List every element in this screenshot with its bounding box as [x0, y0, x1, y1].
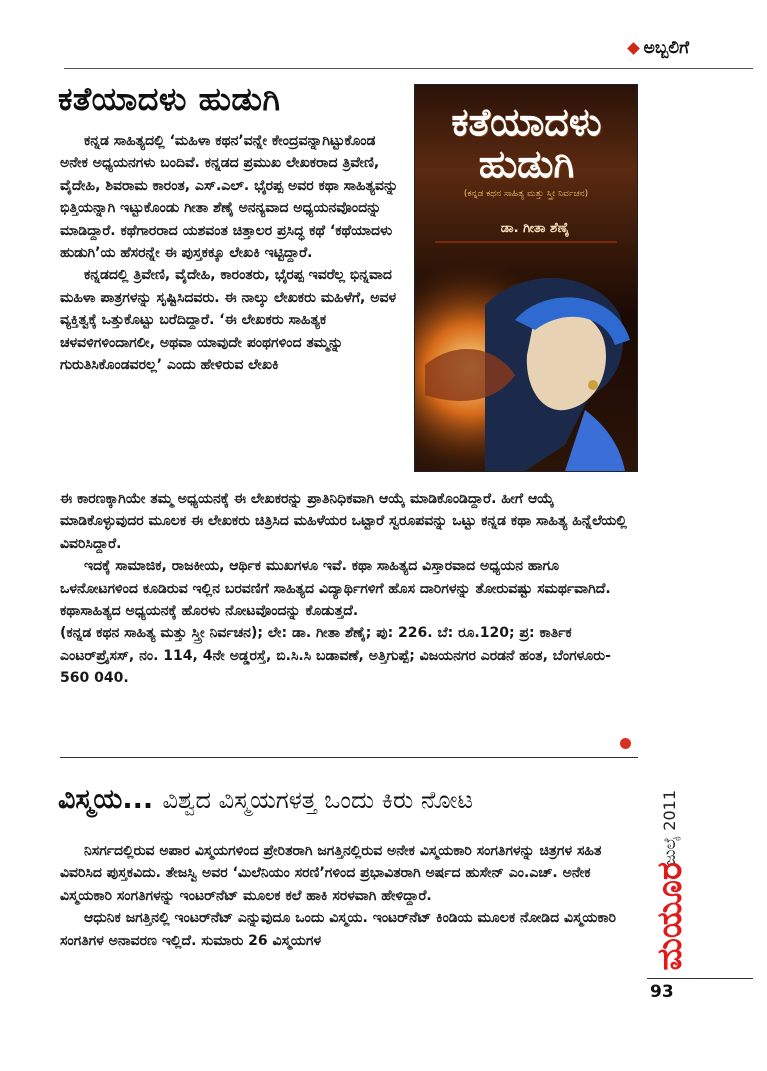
book-info: (ಕನ್ನಡ ಕಥನ ಸಾಹಿತ್ಯ ಮತ್ತು ಸ್ತ್ರೀ ನಿರ್ವಚನ); ಲೇ: ಡಾ. ಗೀತಾ ಶೆಣೈ; ಪು: 226. ಬೆ: ರೂ.120; ಪ್ರ: ಕಾರ್ತಿಕ ಎಂಟರ್‌ಪ್ರೈಸಸ್, ನಂ. 114, 4ನೇ ಅಡ್ಡರಸ್ತೆ, ಬಿ.ಸಿ.ಸಿ ಬಡಾವಣೆ, ಅತ್ತಿಗುಪ್ಪೆ; ವಿಜಯನಗರ ಎರಡನೆ ಹಂತ, ಬೆಂಗಳೂರು- 560 040. [60, 625, 611, 687]
article2-subtitle: ವಿಶ್ವದ ವಿಸ್ಮಯಗಳತ್ತ ಒಂದು ಕಿರು ನೋಟ [162, 786, 474, 814]
cover-subtitle: (ಕನ್ನಡ ಕಥನ ಸಾಹಿತ್ಯ ಮತ್ತು ಸ್ತ್ರೀ ನಿರ್ವಚನ) [463, 189, 589, 199]
article2-title [58, 784, 473, 816]
footer-divider [647, 978, 753, 979]
paragraph: ಕನ್ನಡದಲ್ಲಿ ತ್ರಿವೇಣಿ, ವೈದೇಹಿ, ಕಾರಂತರು, ಭೈರಪ್ಪ ಇವರೆಲ್ಲ ಭಿನ್ನವಾದ ಮಹಿಳಾ ಪಾತ್ರಗಳನ್ನು ಸೃಷ್ಟಿಸಿದವರು. ಈ ನಾಲ್ಕು ಲೇಖಕರು ಮಹಿಳೆಗೆ, ಅವಳ ವ್ಯಕ್ತಿತ್ವಕ್ಕೆ ಒತ್ತುಕೊಟ್ಟು ಬರೆದಿದ್ದಾರೆ. ‘ಈ ಲೇಖಕರು ಸಾಹಿತ್ಯಕ ಚಳವಳಿಗಳಿಂದಾಗಲೀ, ಅಥವಾ ಯಾವುದೇ ಪಂಥಗಳಿಂದ ತಮ್ಮನ್ನು ಗುರುತಿಸಿಕೊಂಡವರಲ್ಲ’ ಎಂದು ಹೇಳಿರುವ ಲೇಖಕಿ [60, 267, 397, 374]
paragraph: ಆಧುನಿಕ ಜಗತ್ತಿನಲ್ಲಿ ಇಂಟರ್‌ನೆಟ್ ಎನ್ನುವುದೂ ಒಂದು ವಿಸ್ಮಯ. ಇಂಟರ್‌ನೆಟ್ ಕಿಂಡಿಯ ಮೂಲಕ ನೋಡಿದ ವಿಸ್ಮಯಕಾರಿ ಸಂಗತಿಗಳ ಅನಾವರಣ ಇಲ್ಲಿದೆ. ಸುಮಾರು 26 ವಿಸ್ಮಯಗಳ [60, 910, 617, 949]
paragraph: ಕನ್ನಡ ಸಾಹಿತ್ಯದಲ್ಲಿ ‘ಮಹಿಳಾ ಕಥನ’ವನ್ನೇ ಕೇಂದ್ರವನ್ನಾಗಿಟ್ಟುಕೊಂಡ ಅನೇಕ ಅಧ್ಯಯನಗಳು ಬಂದಿವೆ. ಕನ್ನಡದ ಪ್ರಮುಖ ಲೇಖಕರಾದ ತ್ರಿವೇಣಿ, ವೈದೇಹಿ, ಶಿವರಾಮ ಕಾರಂತ, ಎಸ್.ಎಲ್. ಭೈರಪ್ಪ ಅವರ ಕಥಾ ಸಾಹಿತ್ಯವನ್ನು ಭಿತ್ತಿಯನ್ನಾಗಿ ಇಟ್ಟುಕೊಂಡು ಗೀತಾ ಶೆಣೈ ಅನನ್ಯವಾದ ಅಧ್ಯಯನವೊಂದನ್ನು ಮಾಡಿದ್ದಾರೆ. ಕಥೆಗಾರರಾದ ಯಶವಂತ ಚಿತ್ತಾಲರ ಪ್ರಸಿದ್ಧ ಕಥೆ ‘ಕಥೆಯಾದಳು ಹುಡುಗಿ’ಯ ಹೆಸರನ್ನೇ ಈ ಪುಸ್ತಕಕ್ಕೂ ಲೇಖಕಿ ಇಟ್ಟಿದ್ದಾರೆ. [60, 133, 399, 262]
section-tag [629, 38, 689, 58]
section-label: ಅಬ್ಬಲಿಗೆ [643, 38, 689, 58]
article1-full-text [60, 488, 638, 690]
article2-text [60, 840, 638, 952]
article1-column-text [60, 130, 406, 376]
book-cover [414, 84, 638, 472]
paragraph: ಈ ಕಾರಣಕ್ಕಾಗಿಯೇ ತಮ್ಮ ಅಧ್ಯಯನಕ್ಕೆ ಈ ಲೇಖಕರನ್ನು ಪ್ರಾತಿನಿಧಿಕವಾಗಿ ಆಯ್ಕೆ ಮಾಡಿಕೊಂಡಿದ್ದಾರೆ. ಹೀಗೆ ಆಯ್ಕೆ ಮಾಡಿಕೊಳ್ಳುವುದರ ಮೂಲಕ ಈ ಲೇಖಕರು ಚಿತ್ರಿಸಿದ ಮಹಿಳೆಯರ ಒಟ್ಟಾರೆ ಸ್ವರೂಪವನ್ನು ಒಟ್ಟು ಕನ್ನಡ ಕಥಾ ಸಾಹಿತ್ಯ ಹಿನ್ನೆಲೆಯಲ್ಲಿ ವಿವರಿಸಿದ್ದಾರೆ. [60, 491, 627, 552]
cover-title: ಕತೆಯಾದಳು ಹುಡುಗಿ [451, 100, 602, 186]
article2-title-main: ವಿಸ್ಮಯ... [58, 784, 154, 815]
page-number: 93 [650, 982, 674, 1002]
issue-date: ಜುಲೈ 2011 [660, 790, 679, 866]
article-title: ಕತೆಯಾದಳು ಹುಡುಗಿ [58, 80, 281, 118]
section-divider [60, 757, 638, 758]
top-divider [64, 68, 753, 69]
cover-author: ಡಾ. ಗೀತಾ ಶೆಣೈ [500, 221, 570, 236]
magazine-masthead [650, 790, 690, 970]
cover-illustration [415, 245, 637, 471]
cover-divider [435, 241, 617, 243]
end-mark-icon [620, 738, 631, 749]
paragraph: ನಿಸರ್ಗದಲ್ಲಿರುವ ಅಪಾರ ವಿಸ್ಮಯಗಳಿಂದ ಪ್ರೇರಿತರಾಗಿ ಜಗತ್ತಿನಲ್ಲಿರುವ ಅನೇಕ ವಿಸ್ಮಯಕಾರಿ ಸಂಗತಿಗಳನ್ನು ಚಿತ್ರಗಳ ಸಹಿತ ವಿವರಿಸಿದ ಪುಸ್ತಕವಿದು. ತೇಜಸ್ವಿ ಅವರ ‘ಮಿಲೆನಿಯಂ ಸರಣಿ’ಗಳಿಂದ ಪ್ರಭಾವಿತರಾಗಿ ಅರ್ಷದ ಹುಸೇನ್ ಎಂ.ಎಚ್. ಅನೇಕ ವಿಸ್ಮಯಕಾರಿ ಸಂಗತಿಗಳನ್ನು ಇಂಟರ್‌ನೆಟ್ ಮೂಲಕ ಕಲೆ ಹಾಕಿ ಸರಳವಾಗಿ ಹೇಳಿದ್ದಾರೆ. [60, 843, 602, 904]
diamond-bullet-icon [627, 42, 640, 55]
paragraph: ಇದಕ್ಕೆ ಸಾಮಾಜಿಕ, ರಾಜಕೀಯ, ಆರ್ಥಿಕ ಮುಖಗಳೂ ಇವೆ. ಕಥಾ ಸಾಹಿತ್ಯದ ವಿಸ್ತಾರವಾದ ಅಧ್ಯಯನ ಹಾಗೂ ಒಳನೋಟಗಳಿಂದ ಕೂಡಿರುವ ಇಲ್ಲಿನ ಬರವಣಿಗೆ ಸಾಹಿತ್ಯದ ವಿದ್ಯಾರ್ಥಿಗಳಿಗೆ ಹೊಸ ದಾರಿಗಳನ್ನು ತೋರುವಷ್ಟು ಸಮರ್ಥವಾಗಿದೆ. ಕಥಾಸಾಹಿತ್ಯದ ಅಧ್ಯಯನಕ್ಕೆ ಹೊರಳು ನೋಟವೊಂದನ್ನು ಕೊಡುತ್ತದೆ. [60, 558, 611, 620]
magazine-logo: ಮಯೂರ [650, 862, 690, 971]
